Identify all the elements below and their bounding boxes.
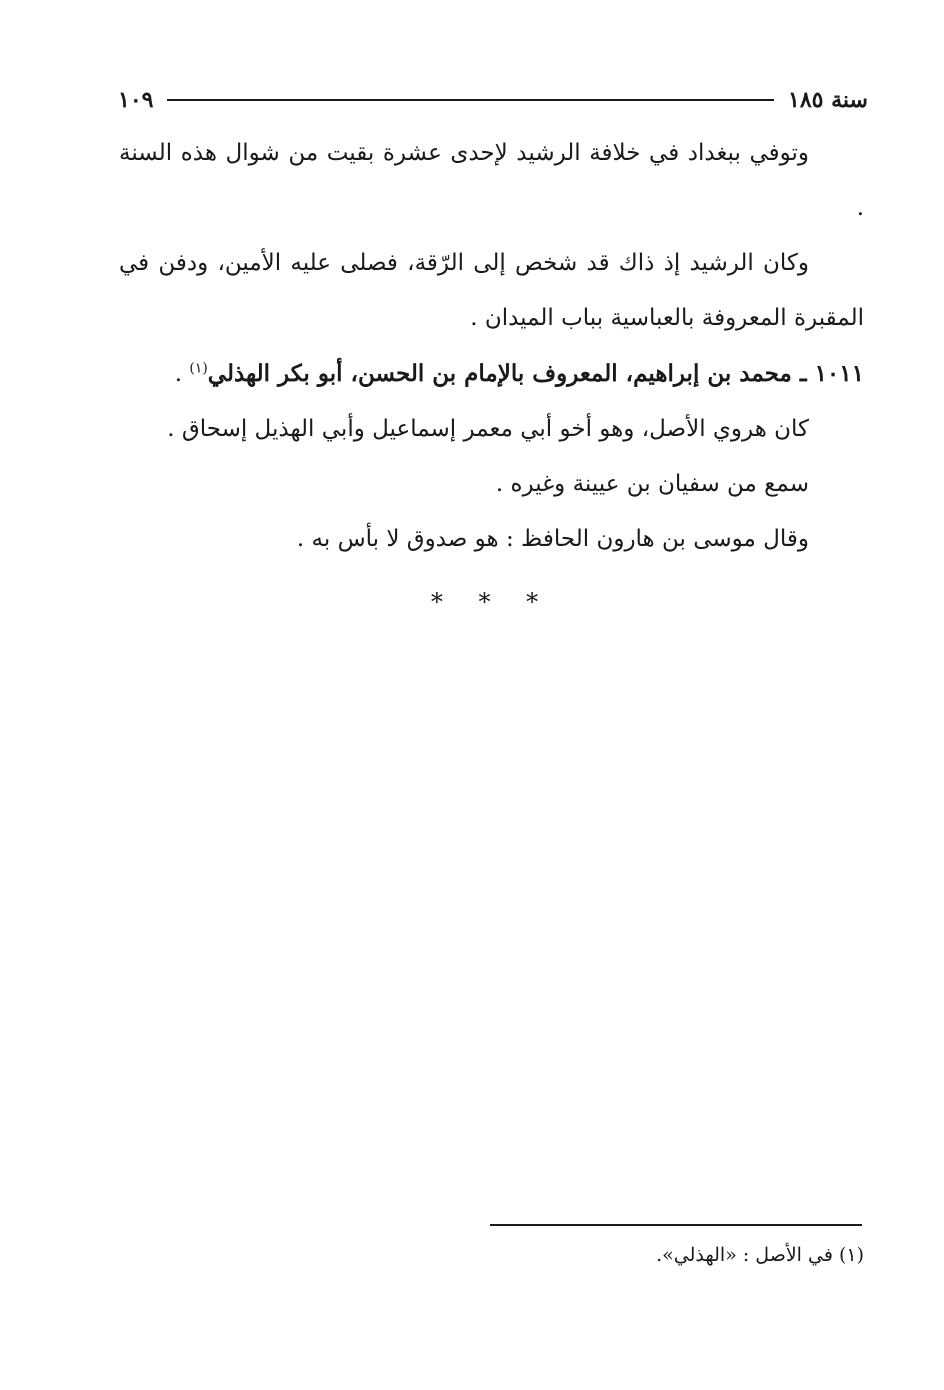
entry-end: . (174, 361, 190, 387)
paragraph-death: وتوفي ببغداد في خلافة الرشيد لإحدى عشرة بقيت من شوال هذه السنة . (119, 140, 864, 221)
paragraph-teachers: سمع من سفيان بن عيينة وغيره . (495, 471, 809, 497)
paragraph-origin: كان هروي الأصل، وهو أخو أبي معمر إسماعيل وأبي الهذيل إسحاق . (167, 416, 809, 442)
footnote-rule (490, 1224, 862, 1226)
header-rule (167, 99, 774, 101)
section-separator: * * * (430, 588, 553, 616)
page-number: ١٠٩ (118, 87, 154, 113)
footnote: (١) في الأصل : «الهذلي». (656, 1244, 864, 1266)
running-header (118, 80, 868, 120)
header-year: سنة ١٨٥ (788, 87, 868, 113)
paragraph-assessment: وقال موسى بن هارون الحافظ : هو صدوق لا بأس به . (296, 526, 809, 552)
paragraph-burial: وكان الرشيد إذ ذاك قد شخص إلى الرّقة، فصلى عليه الأمين، ودفن في المقبرة المعروفة بالعباسية بباب الميدان . (119, 250, 864, 331)
entry-title: ١٠١١ ـ محمد بن إبراهيم، المعروف بالإمام بن الحسن، أبو بكر الهذلي (207, 360, 864, 387)
body-text (119, 126, 864, 630)
entry-heading (119, 346, 864, 402)
footnote-reference: (١) (189, 360, 208, 377)
